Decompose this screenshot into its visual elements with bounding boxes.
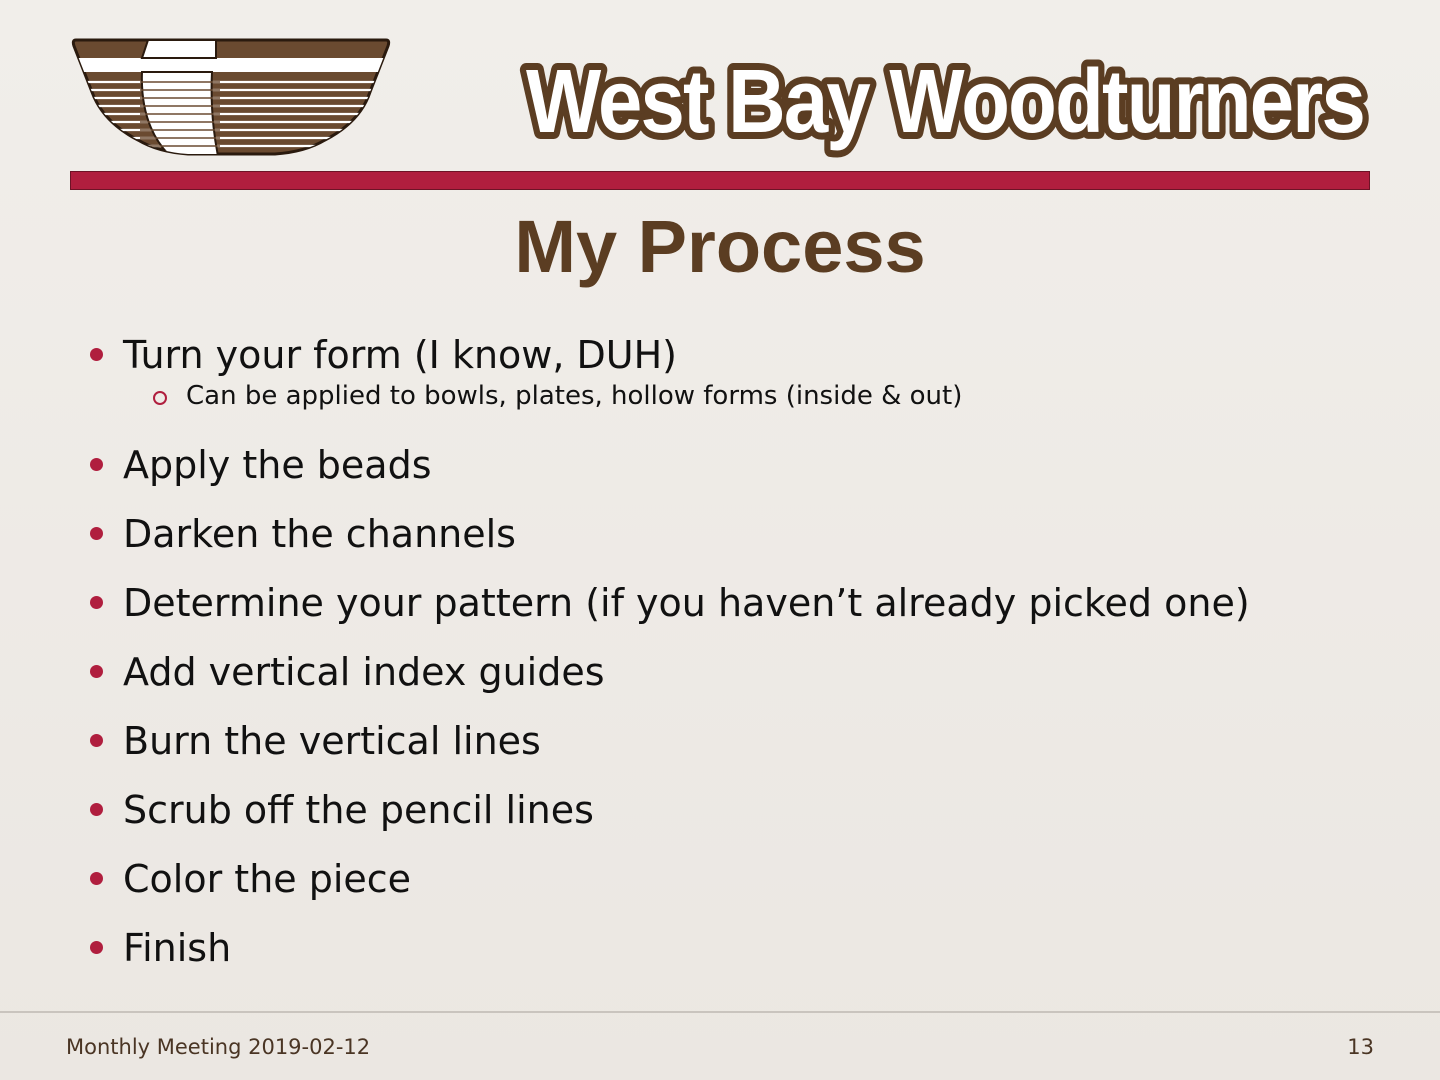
svg-text:West Bay Woodturners: West Bay Woodturners xyxy=(526,52,1364,152)
slide-title: My Process xyxy=(514,205,926,288)
bullet-dot-icon xyxy=(90,596,103,609)
bullet-dot-icon xyxy=(90,941,103,954)
bullet-text: Apply the beads xyxy=(123,443,432,487)
bullet-dot-icon xyxy=(90,734,103,747)
bullet-text: Determine your pattern (if you haven’t already picked one) xyxy=(123,581,1250,625)
bullet-dot-icon xyxy=(90,527,103,540)
bullet-ring-icon xyxy=(153,391,167,405)
bullet-dot-icon xyxy=(90,872,103,885)
list-item xyxy=(88,578,1388,628)
list-item xyxy=(88,647,1388,697)
list-item xyxy=(88,923,1388,973)
bullet-text: Add vertical index guides xyxy=(123,650,605,694)
bullet-text: Darken the channels xyxy=(123,512,516,556)
list-item xyxy=(88,440,1388,490)
sub-bullet-text: Can be applied to bowls, plates, hollow forms (inside & out) xyxy=(186,381,963,411)
list-item xyxy=(88,785,1388,835)
list-item xyxy=(88,716,1388,766)
bullet-text: Scrub off the pencil lines xyxy=(123,788,594,832)
list-item xyxy=(88,854,1388,904)
bullet-text: Finish xyxy=(123,926,232,970)
list-item xyxy=(88,330,1388,380)
bowl-logo-icon xyxy=(70,36,392,158)
bullet-list xyxy=(88,330,1388,973)
list-item xyxy=(88,509,1388,559)
bullet-dot-icon xyxy=(90,803,103,816)
footer-divider xyxy=(0,1011,1440,1013)
page-number: 13 xyxy=(1347,1035,1374,1059)
footer-meeting-label: Monthly Meeting 2019-02-12 xyxy=(66,1035,371,1059)
bullet-text: Burn the vertical lines xyxy=(123,719,541,763)
bullet-text: Turn your form (I know, DUH) xyxy=(123,333,678,377)
bullet-dot-icon xyxy=(90,348,103,361)
brand-wordmark xyxy=(520,46,1370,158)
bullet-dot-icon xyxy=(90,458,103,471)
header-divider-bar xyxy=(70,171,1370,190)
bullet-dot-icon xyxy=(90,665,103,678)
sub-list-item xyxy=(88,378,1388,414)
bullet-text: Color the piece xyxy=(123,857,412,901)
